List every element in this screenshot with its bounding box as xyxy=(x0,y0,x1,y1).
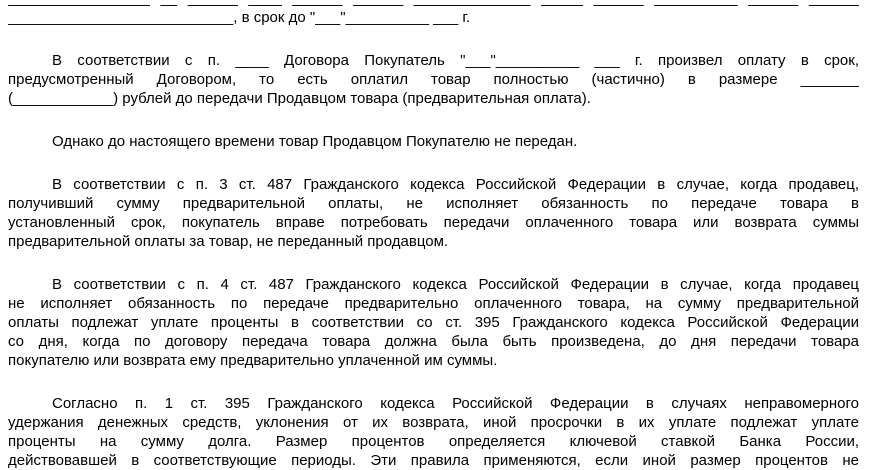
text-line: действовавшей в соответствующие периоды. Эти правила применяются, если иной размер процентов не xyxy=(8,452,859,469)
text-line: Однако до настоящего времени товар Продавцом Покупателю не передан. xyxy=(52,133,578,150)
text-line xyxy=(8,0,859,8)
paragraph-article-487-p4 xyxy=(8,275,859,370)
text-line: покупателю или возврата ему предварительно уплаченной им суммы. xyxy=(8,352,498,369)
text-line: установленный срок, покупатель вправе потребовать передачи оплаченного товара или возврата суммы xyxy=(8,214,859,231)
text-line: (____________) рублей до передачи Продавцом товара (предварительная оплата). xyxy=(8,90,591,107)
paragraph-gap xyxy=(8,370,859,394)
paragraph-article-395 xyxy=(8,394,859,470)
text-line: со дня, когда по договору передача товара должна была быть произведена, до дня передачи товара xyxy=(8,333,859,350)
document-body xyxy=(8,0,859,470)
text-line: Согласно п. 1 ст. 395 Гражданского кодекса Российской Федерации в случаях неправомерного xyxy=(52,395,859,412)
text-line: предусмотренный Договором, то есть оплатил товар полностью (частично) в размере _______ xyxy=(8,71,859,88)
text-line: получивший сумму предварительной оплаты, не исполняет обязанность по передаче товара в xyxy=(8,195,859,212)
text-line: предварительной оплаты за товар, не переданный продавцом. xyxy=(8,233,449,250)
paragraph-gap xyxy=(8,108,859,132)
paragraph-not-delivered xyxy=(8,132,859,151)
paragraph-article-487-p3 xyxy=(8,175,859,251)
paragraph-gap xyxy=(8,251,859,275)
text-line: удержания денежных средств, уклонения от их возврата, иной просрочки в их уплате подлежат уплате xyxy=(8,414,859,431)
text-line: проценты на сумму долга. Размер процентов определяется ключевой ставкой Банка России, xyxy=(8,433,859,450)
text-line: В соответствии с п. 4 ст. 487 Гражданского кодекса Российской Федерации в случае, когда продавец xyxy=(52,276,859,293)
text-line: В соответствии с п. ____ Договора Покупатель "___"__________ ___ г. произвел оплату в срок, xyxy=(52,52,859,69)
text-line: ___________________________, в срок до "___"__________ ___ г. xyxy=(8,9,471,26)
paragraph-gap xyxy=(8,151,859,175)
paragraph-payment xyxy=(8,51,859,108)
paragraph-gap xyxy=(8,27,859,51)
paragraph-seller-obligation xyxy=(8,0,859,27)
text-line: оплаты подлежат уплате проценты в соответствии со ст. 395 Гражданского кодекса Российской Федерации xyxy=(8,314,859,331)
text-line: В соответствии с п. 3 ст. 487 Гражданского кодекса Российской Федерации в случае, когда продавец, xyxy=(52,176,859,193)
text-line: не исполняет обязанность по передаче предварительно оплаченного товара, на сумму предварительной xyxy=(8,295,859,312)
